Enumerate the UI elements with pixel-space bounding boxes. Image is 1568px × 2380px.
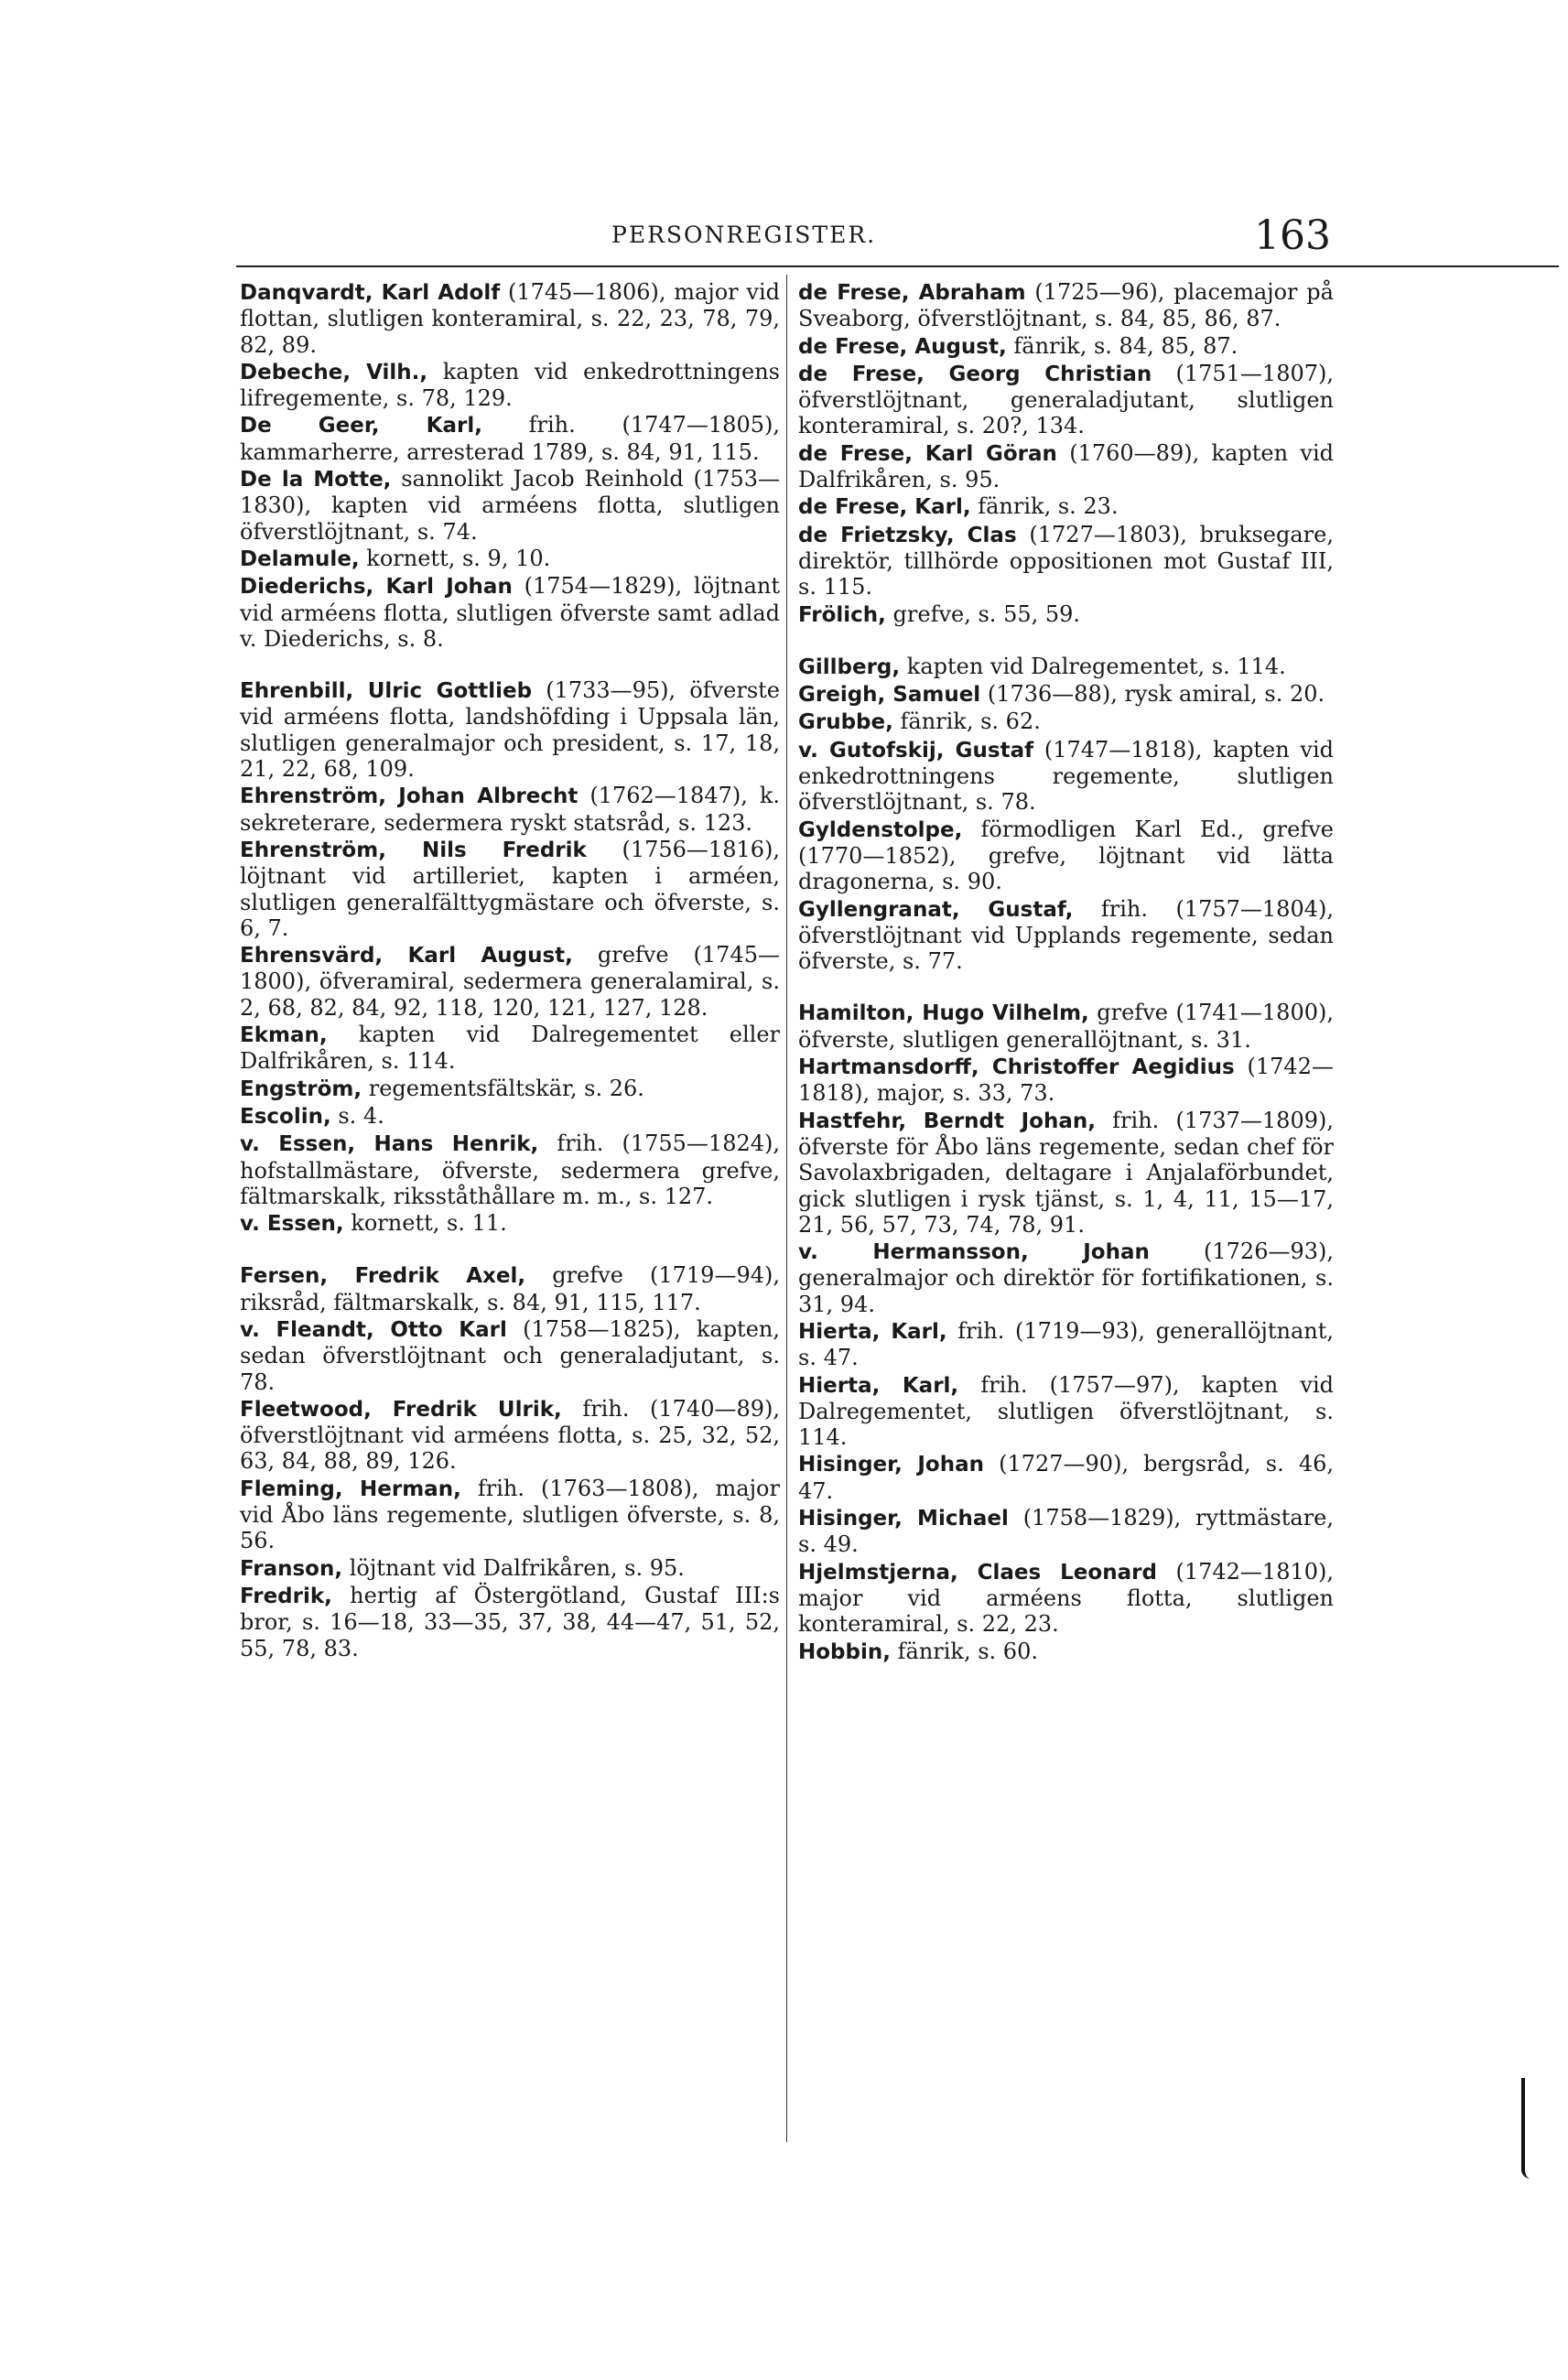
index-entry xyxy=(798,737,1334,816)
entry-text: (1754—1829), löjtnant vid arméens flotta, slutligen öfverste samt adlad v. Diederichs, s. 8. xyxy=(240,573,780,652)
index-entry xyxy=(798,896,1334,975)
entry-text: hertig af Östergötland, Gustaf III:s bror, s. 16—18, 33—35, 37, 38, 44—47, 51, 52, 55, 78, 83. xyxy=(240,1582,780,1661)
header-rule xyxy=(236,265,1559,267)
index-entry xyxy=(798,709,1334,735)
entry-name: v. Hermansson, Johan xyxy=(798,1240,1150,1265)
entry-text: (1742—1810), major vid arméens flotta, slutligen konteramiral, s. 22, 23. xyxy=(798,1558,1334,1638)
entry-name: Gillberg, xyxy=(798,654,901,679)
index-entry xyxy=(240,942,780,1021)
index-entry xyxy=(240,1583,780,1661)
index-entry xyxy=(240,1262,780,1315)
index-entry xyxy=(240,573,780,652)
page-number: 163 xyxy=(1254,212,1331,259)
left-column xyxy=(240,279,780,1662)
index-entry xyxy=(240,1396,780,1475)
entry-text: (1758—1829), ryttmästare, s. 49. xyxy=(798,1505,1334,1558)
entry-name: Greigh, Samuel xyxy=(798,683,981,708)
entry-name: de Frese, Georg Christian xyxy=(798,362,1152,386)
entry-text: (1758—1825), kapten, sedan öfverstlöjtnant och generaladjutant, s. 78. xyxy=(240,1315,780,1395)
index-entry xyxy=(798,522,1334,600)
entry-text: (1756—1816), löjtnant vid artilleriet, kapten i arméen, slutligen generalfälttygmästare och öfverste, s. 6, 7. xyxy=(240,836,780,941)
entry-name: Gyldenstolpe, xyxy=(798,817,963,842)
entry-name: v. Gutofskij, Gustaf xyxy=(798,738,1034,763)
entry-name: Debeche, Vilh., xyxy=(240,360,428,384)
index-entry xyxy=(240,1076,780,1102)
entry-text: kapten vid Dalregementet eller Dalfrikåren, s. 114. xyxy=(240,1022,780,1075)
entry-text: fänrik, s. 84, 85, 87. xyxy=(1013,332,1238,359)
entry-text: frih. (1719—93), generallöjtnant, s. 47. xyxy=(798,1317,1334,1371)
entry-name: Danqvardt, Karl Adolf xyxy=(240,281,501,305)
entry-text: grefve (1741—1800), öfverste, slutligen generallöjtnant, s. 31. xyxy=(798,1000,1334,1053)
entry-text: frih. (1757—1804), öfverstlöjtnant vid Upplands regemente, sedan öfverste, s. 77. xyxy=(798,895,1334,975)
entry-name: Ehrensvärd, Karl August, xyxy=(240,944,573,968)
entry-text: grefve (1719—94), riksråd, fältmarskalk, s. 84, 91, 115, 117. xyxy=(240,1262,780,1315)
index-entry xyxy=(798,601,1334,628)
entry-name: de Frese, Abraham xyxy=(798,281,1026,305)
entry-text: (1762—1847), k. sekreterare, sedermera ryskt statsråd, s. 123. xyxy=(240,783,780,836)
entry-text: fänrik, s. 62. xyxy=(900,709,1041,735)
entry-text: (1736—88), rysk amiral, s. 20. xyxy=(987,681,1325,708)
entry-name: v. Fleandt, Otto Karl xyxy=(240,1317,507,1342)
entry-name: de Frese, Karl, xyxy=(798,495,971,520)
entry-text: (1745—1806), major vid flottan, slutligen konteramiral, s. 22, 23, 78, 79, 82, 89. xyxy=(240,279,780,358)
page-edge-mark xyxy=(1521,2078,1530,2179)
entry-text: regementsfältskär, s. 26. xyxy=(368,1075,644,1101)
entry-text: (1726—93), generalmajor och direktör för fortifikationen, s. 31, 94. xyxy=(798,1239,1334,1317)
entry-name: de Frese, August, xyxy=(798,334,1007,359)
index-entry xyxy=(798,1451,1334,1504)
entry-text: (1742—1818), major, s. 33, 73. xyxy=(798,1054,1334,1107)
entry-text: (1725—96), placemajor på Sveaborg, öfverstlöjtnant, s. 84, 85, 86, 87. xyxy=(798,279,1334,332)
entry-text: kapten vid enkedrottningens lifregemente, s. 78, 129. xyxy=(240,358,780,412)
entry-name: Hastfehr, Berndt Johan, xyxy=(798,1109,1096,1133)
entry-text: löjtnant vid Dalfrikåren, s. 95. xyxy=(349,1554,685,1581)
index-entry xyxy=(798,1505,1334,1558)
entry-name: Hierta, Karl, xyxy=(798,1373,959,1398)
entry-name: v. Essen, xyxy=(240,1212,344,1237)
entry-name: Fersen, Fredrik Axel, xyxy=(240,1264,526,1289)
entry-text: grefve, s. 55, 59. xyxy=(892,600,1081,627)
entry-name: Hisinger, Johan xyxy=(798,1453,984,1477)
entry-text: frih. (1747—1805), kammarherre, arresterad 1789, s. 84, 91, 115. xyxy=(240,412,780,465)
entry-text: frih. (1755—1824), hofstallmästare, öfverste, sedermera grefve, fältmarskalk, riksståthållare m. m., s. 127. xyxy=(240,1130,780,1209)
entry-name: Ehrenström, Nils Fredrik xyxy=(240,838,587,862)
entry-text: (1747—1818), kapten vid enkedrottningens regemente, slutligen öfverstlöjtnant, s. 78. xyxy=(798,736,1334,816)
entry-name: Hobbin, xyxy=(798,1639,891,1664)
index-entry xyxy=(798,654,1334,680)
index-entry xyxy=(240,466,780,545)
entry-text: (1751—1807), öfverstlöjtnant, generaladjutant, slutligen konteramiral, s. 20?, 134. xyxy=(798,360,1334,439)
entry-text: kapten vid Dalregementet, s. 114. xyxy=(906,653,1286,679)
index-entry xyxy=(798,493,1334,520)
index-entry xyxy=(798,279,1334,332)
index-entry xyxy=(798,1372,1334,1451)
right-column xyxy=(798,279,1334,1666)
entry-text: förmodligen Karl Ed., grefve (1770—1852), grefve, löjtnant vid lätta dragonerna, s. 90. xyxy=(798,816,1334,895)
index-entry xyxy=(240,1316,780,1395)
entry-name: Fleetwood, Fredrik Ulrik, xyxy=(240,1397,562,1422)
entry-name: De Geer, Karl, xyxy=(240,414,482,438)
entry-name: Franson, xyxy=(240,1556,343,1581)
index-entry xyxy=(798,1559,1334,1638)
index-entry xyxy=(798,1239,1334,1317)
entry-text: (1760—89), kapten vid Dalfrikåren, s. 95. xyxy=(798,439,1334,493)
entry-text: grefve (1745—1800), öfveramiral, sedermera generalamiral, s. 2, 68, 82, 84, 92, 118, 120, 121, 127, 128. xyxy=(240,942,780,1021)
entry-text: frih. (1757—97), kapten vid Dalregementet, slutligen öfverstlöjtnant, s. 114. xyxy=(798,1371,1334,1451)
index-entry xyxy=(798,817,1334,895)
entry-name: Ehrenbill, Ulric Gottlieb xyxy=(240,679,533,704)
entry-text: sannolikt Jacob Reinhold (1753—1830), kapten vid arméens flotta, slutligen öfverstlöjtnant, s. 74. xyxy=(240,466,780,545)
entry-name: Hamilton, Hugo Vilhelm, xyxy=(798,1001,1089,1026)
entry-name: Escolin, xyxy=(240,1104,331,1129)
entry-text: (1733—95), öfverste vid arméens flotta, landshöfding i Uppsala län, slutligen generalmajor och president, s. 17, 18, 21, 22, 68, 109. xyxy=(240,677,780,783)
index-entry xyxy=(240,359,780,412)
column-divider xyxy=(786,275,787,2142)
index-entry xyxy=(240,837,780,941)
entry-text: fänrik, s. 23. xyxy=(978,493,1119,520)
running-head xyxy=(236,212,1568,273)
index-entry xyxy=(798,333,1334,360)
entry-text: frih. (1737—1809), öfverste för Åbo läns regemente, sedan chef för Savolaxbrigaden, deltagare i Anjalaförbundet, gick slutligen i rysk tjänst, s. 1, 4, 11, 15—17, 21, 56, 57, 73, 74, 78, 91. xyxy=(798,1107,1334,1238)
index-entry xyxy=(240,1103,780,1130)
index-entry xyxy=(240,783,780,836)
entry-text: s. 4. xyxy=(338,1102,384,1129)
index-entry xyxy=(798,1639,1334,1665)
entry-text: frih. (1763—1808), major vid Åbo läns regemente, slutligen öfverste, s. 8, 56. xyxy=(240,1475,780,1554)
entry-name: Gyllengranat, Gustaf, xyxy=(798,897,1074,922)
entry-name: Grubbe, xyxy=(798,710,893,735)
entry-text: frih. (1740—89), öfverstlöjtnant vid arméens flotta, s. 25, 32, 52, 63, 84, 88, 89, 126. xyxy=(240,1395,780,1475)
entry-name: v. Essen, Hans Henrik, xyxy=(240,1132,539,1157)
entry-name: Hartmansdorff, Christoffer Aegidius xyxy=(798,1055,1235,1080)
entry-name: de Frietzsky, Clas xyxy=(798,523,1017,547)
index-entry xyxy=(240,546,780,572)
index-entry xyxy=(798,1054,1334,1107)
entry-name: Frölich, xyxy=(798,602,886,627)
entry-name: Ehrenström, Johan Albrecht xyxy=(240,784,579,809)
entry-text: (1727—90), bergsråd, s. 46, 47. xyxy=(798,1451,1335,1504)
entry-name: Engström, xyxy=(240,1076,362,1101)
entry-name: De la Motte, xyxy=(240,468,392,492)
index-entry xyxy=(798,1318,1334,1371)
index-entry xyxy=(240,1210,780,1237)
entry-text: kornett, s. 9, 10. xyxy=(366,545,551,571)
index-entry xyxy=(240,1555,780,1582)
index-entry xyxy=(798,440,1334,493)
index-entry xyxy=(240,279,780,358)
entry-name: de Frese, Karl Göran xyxy=(798,441,1057,466)
entry-name: Hjelmstjerna, Claes Leonard xyxy=(798,1560,1157,1585)
entry-name: Fredrik, xyxy=(240,1584,332,1608)
entry-name: Diederichs, Karl Johan xyxy=(240,575,513,600)
index-entry xyxy=(240,1022,780,1075)
entry-name: Delamule, xyxy=(240,546,360,571)
index-entry xyxy=(798,1108,1334,1238)
entry-name: Ekman, xyxy=(240,1023,328,1048)
index-entry xyxy=(240,412,780,465)
entry-text: kornett, s. 11. xyxy=(351,1210,507,1237)
index-entry xyxy=(798,361,1334,439)
index-entry xyxy=(798,681,1334,708)
index-entry xyxy=(240,677,780,782)
entry-text: fänrik, s. 60. xyxy=(897,1638,1038,1664)
entry-name: Hierta, Karl, xyxy=(798,1319,947,1344)
index-entry xyxy=(240,1130,780,1209)
entry-text: (1727—1803), bruksegare, direktör, tillhörde oppositionen mot Gustaf III, s. 115. xyxy=(798,521,1334,600)
index-entry xyxy=(798,1000,1334,1053)
entry-name: Fleming, Herman, xyxy=(240,1477,461,1501)
entry-name: Hisinger, Michael xyxy=(798,1507,1009,1531)
page-title: PERSONREGISTER. xyxy=(611,222,877,248)
index-entry xyxy=(240,1476,780,1554)
